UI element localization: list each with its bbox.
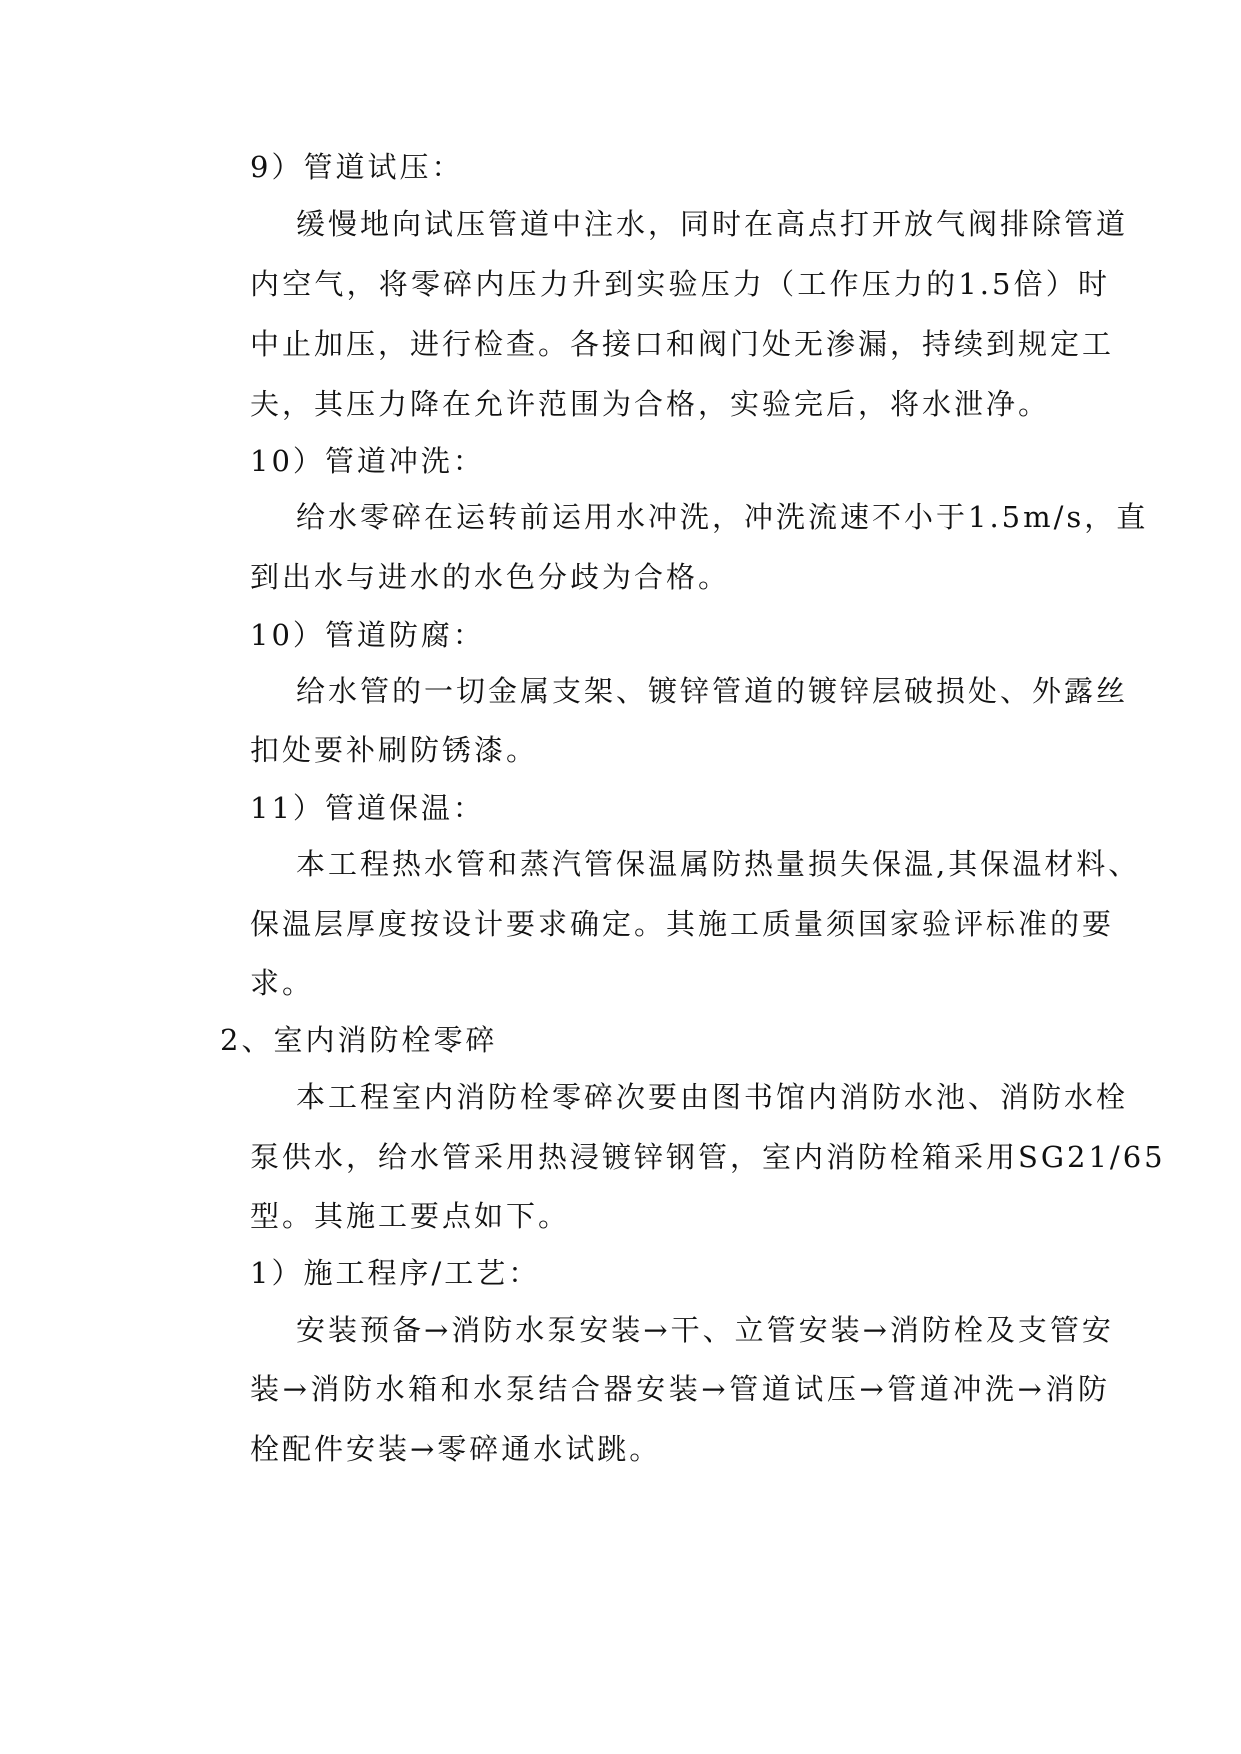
subheading-pipe-insulation: 11）管道保温： [250,791,485,825]
section-heading-indoor-hydrant-system: 2、室内消防栓零碎 [220,1023,498,1057]
paragraph-line: 本工程热水管和蒸汽管保温属防热量损失保温,其保温材料、 [296,847,1141,881]
subheading-construction-procedure: 1）施工程序/工艺： [250,1256,541,1290]
paragraph-line: 本工程室内消防栓零碎次要由图书馆内消防水池、消防水栓 [296,1080,1129,1114]
paragraph-line: 给水管的一切金属支架、镀锌管道的镀锌层破损处、外露丝 [296,674,1129,708]
paragraph-line: 栓配件安装→零碎通水试跳。 [250,1432,662,1466]
subheading-pipe-anticorrosion: 10）管道防腐： [250,618,485,652]
paragraph-line: 内空气，将零碎内压力升到实验压力（工作压力的1.5倍）时 [250,267,1110,301]
paragraph-line: 保温层厚度按设计要求确定。其施工质量须国家验评标准的要 [250,907,1115,941]
paragraph-line: 扣处要补刷防锈漆。 [250,733,539,767]
paragraph-line: 安装预备→消防水泵安装→干、立管安装→消防栓及支管安 [296,1313,1114,1347]
paragraph-line: 型。其施工要点如下。 [250,1199,571,1233]
subheading-pipe-pressure-test: 9）管道试压： [250,150,464,184]
paragraph-line: 泵供水，给水管采用热浸镀锌钢管，室内消防栓箱采用SG21/65 [250,1140,1166,1174]
paragraph-line: 装→消防水箱和水泵结合器安装→管道试压→管道冲洗→消防 [250,1372,1110,1406]
paragraph-line: 求。 [250,966,315,1000]
paragraph-line: 缓慢地向试压管道中注水，同时在高点打开放气阀排除管道 [296,207,1129,241]
subheading-pipe-flushing: 10）管道冲洗： [250,444,485,478]
paragraph-line: 到出水与进水的水色分歧为合格。 [250,560,731,594]
paragraph-line: 夫，其压力降在允许范围为合格，实验完后，将水泄净。 [250,387,1051,421]
paragraph-line: 给水零碎在运转前运用水冲洗，冲洗流速不小于1.5m/s，直 [296,500,1149,534]
paragraph-line: 中止加压，进行检查。各接口和阀门处无渗漏，持续到规定工 [250,327,1115,361]
